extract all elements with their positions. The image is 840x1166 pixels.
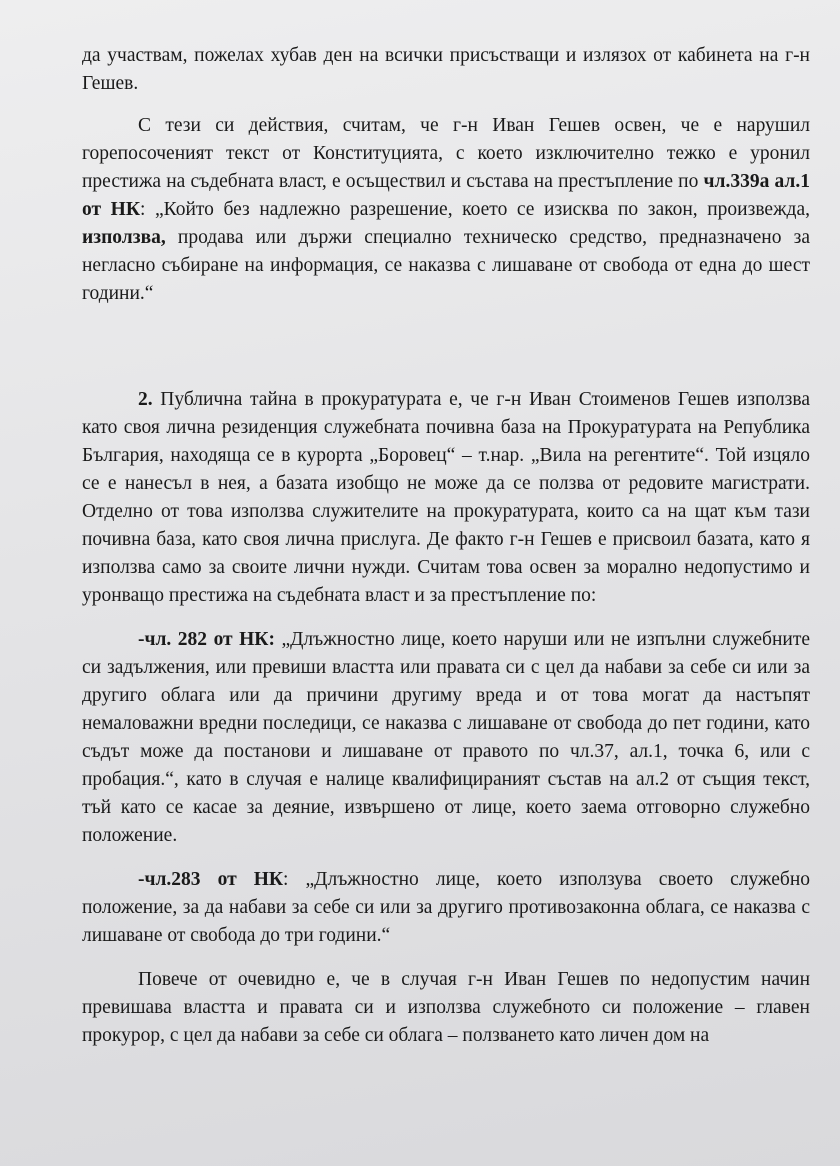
- law-reference: чл.339а ал.1 от НК: [82, 171, 810, 220]
- law-reference: -чл.283 от НК: [138, 869, 284, 890]
- law-reference: -чл. 282 от НК:: [138, 629, 275, 650]
- paragraph-text: : „Който без надлежно разрешение, което се изисква по закон, произвежда,: [139, 199, 810, 220]
- paragraph-text: : „Длъжностно лице, което използува своето служебно положение, за да набави за себе си или за другиго противозаконна облага, се наказва с лишаване от свобода до три години.“: [82, 869, 810, 946]
- paragraph-text: Публична тайна в прокуратурата е, че г-н Иван Стоименов Гешев използва като своя лична резиденция служебната почивна база на Прокуратурата на Република България, находяща се в курорта „Боровец“ – т.нар. „Вила на регентите“. Той изцяло се е нанесъл в нея, а базата изобщо не може да се ползва от редовите магистрати. Отделно от това използва служителите на прокуратурата, които са на щат към тази почивна база, като своя лична прислуга. Де факто г-н Гешев е присвоил базата, като я използва само за своите лични нужди. Считам това освен за морално недопустимо и уронващо престижа на съдебната власт и за престъпление по:: [82, 389, 810, 606]
- paragraph-continuation: да участвам, пожелах хубав ден на всички присъстващи и излязох от кабинета на г-н Гешев.: [82, 45, 810, 94]
- paragraph-conclusion: Повече от очевидно е, че в случая г-н Иван Гешев по недопустим начин превишава властта и правата си и използва служебното си положение – главен прокурор, с цел да набави за себе си облага – ползването като личен дом на: [82, 969, 810, 1046]
- paragraph-item-2: [82, 386, 810, 610]
- paragraph-art282: [82, 626, 810, 850]
- paragraph-art339a: [82, 112, 810, 308]
- paragraph-text: „Длъжностно лице, което наруши или не изпълни служебните си задължения, или превиши властта или правата си с цел да набави за себе си или за другиго облага или да причини другиму вреда и от това могат да настъпят немаловажни вредни последици, се наказва с лишаване от свобода до пет години, като съдът може да постанови и лишаване от правото по чл.37, ал.1, точка 6, или с пробация.“, като в случая е налице квалифицираният състав на ал.2 от същия текст, тъй като се касае за деяние, извършено от лице, което заема отговорно служебно положение.: [82, 629, 810, 846]
- item-number: 2.: [138, 389, 153, 410]
- paragraph-text: продава или държи специално техническо средство, предназначено за негласно събиране на информация, се наказва с лишаване от свобода от една до шест години.“: [82, 227, 810, 304]
- paragraph-art283: [82, 866, 810, 950]
- paragraph-text: С тези си действия, считам, че г-н Иван Гешев освен, че е нарушил горепосоченият текст от Конституцията, с което изключително тежко е уронил престижа на съдебната власт, е осъществил и състава на престъпление по: [82, 115, 810, 192]
- emphasis-word: използва,: [82, 227, 166, 248]
